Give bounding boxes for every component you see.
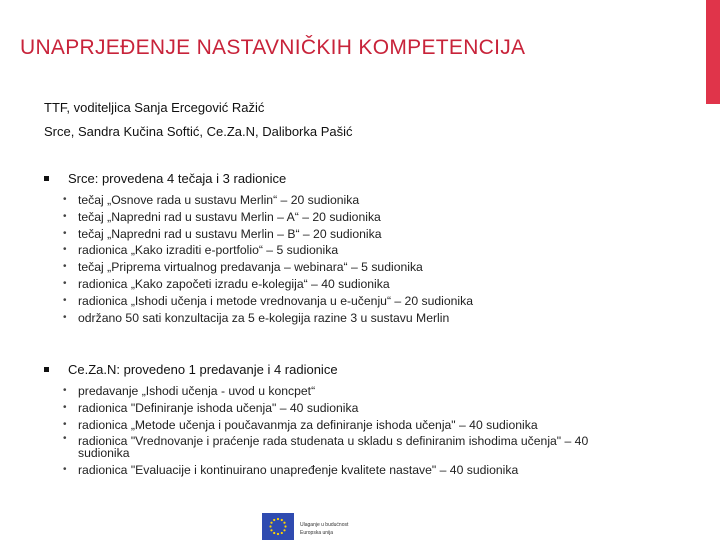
eu-flag-icon: [262, 513, 294, 540]
list-item-text: radionica "Definiranje ishoda učenja" – 40 sudionika: [78, 400, 359, 415]
section-heading-cezan: [44, 362, 338, 377]
list-item: [62, 242, 473, 259]
bullet-icon: •: [63, 261, 67, 273]
bullet-icon: •: [63, 244, 67, 256]
list-item-text: tečaj „Napredni rad u sustavu Merlin – A“ – 20 sudionika: [78, 209, 381, 224]
bullet-icon: •: [63, 401, 67, 413]
list-item: [62, 462, 638, 479]
list-item: [62, 417, 638, 434]
bullet-icon: •: [63, 418, 67, 430]
square-bullet-icon: [44, 367, 49, 372]
list-item: [62, 192, 473, 209]
list-item: [62, 226, 473, 243]
list-item: [62, 259, 473, 276]
square-bullet-icon: [44, 176, 49, 181]
list-item-text: radionica "Evaluacije i kontinuirano unapređenje kvalitete nastave" – 40 sudionika: [78, 463, 519, 478]
section-heading-label: Srce: provedena 4 tečaja i 3 radionice: [68, 171, 287, 186]
list-item-text: tečaj „Osnove rada u sustavu Merlin“ – 20 sudionika: [78, 193, 360, 207]
meta-line-srce: Srce, Sandra Kučina Softić, Ce.Za.N, Daliborka Pašić: [44, 124, 353, 139]
section-heading-srce: [44, 171, 286, 186]
list-item-text: radionica „Kako započeti izradu e-kolegija“ – 40 sudionika: [78, 276, 390, 291]
list-item-text: radionica "Vrednovanje i praćenje rada studenata u skladu s definiranim ishodima učenja" – 40 sudionika: [78, 434, 589, 461]
list-item: [62, 310, 473, 327]
list-item-text: radionica „Metode učenja i poučavanmja za definiranje ishoda učenja" – 40 sudionika: [78, 417, 538, 432]
bullet-icon: •: [63, 464, 67, 476]
list-item: [62, 276, 473, 293]
list-item-text: tečaj „Napredni rad u sustavu Merlin – B“ – 20 sudionika: [78, 226, 382, 241]
slide-title: UNAPRJEĐENJE NASTAVNIČKIH KOMPETENCIJA: [20, 36, 526, 59]
meta-line-ttf: TTF, voditeljica Sanja Ercegović Ražić: [44, 100, 265, 115]
bullet-icon: •: [63, 294, 67, 306]
list-item-text: radionica „Ishodi učenja i metode vrednovanja u e-učenju“ – 20 sudionika: [78, 293, 473, 308]
bullet-icon: •: [63, 311, 67, 323]
accent-bar: [706, 0, 720, 104]
logo-text-line2: Europska unija: [300, 530, 334, 536]
cezan-items-list: [62, 383, 638, 479]
eu-funding-logo: [262, 513, 362, 540]
list-item-text: predavanje „Ishodi učenja - uvod u koncpet“: [78, 384, 316, 398]
bullet-icon: •: [63, 385, 67, 396]
list-item-text: radionica „Kako izraditi e-portfolio“ – 5 sudionika: [78, 243, 339, 258]
list-item: [62, 383, 638, 400]
logo-text-line1: Ulaganje u budućnost: [300, 522, 349, 528]
bullet-icon: •: [63, 210, 67, 222]
list-item: [62, 433, 638, 462]
section-heading-label: Ce.Za.N: provedeno 1 predavanje i 4 radionice: [68, 362, 338, 377]
bullet-icon: •: [63, 277, 67, 289]
list-item-text: tečaj „Priprema virtualnog predavanja – webinara“ – 5 sudionika: [78, 260, 423, 275]
list-item: [62, 293, 473, 310]
list-item: [62, 209, 473, 226]
list-item: [62, 400, 638, 417]
srce-items-list: [62, 192, 473, 326]
list-item-text: održano 50 sati konzultacija za 5 e-kolegija razine 3 u sustavu Merlin: [78, 310, 450, 325]
bullet-icon: •: [63, 433, 67, 445]
bullet-icon: •: [63, 227, 67, 239]
bullet-icon: •: [63, 194, 67, 205]
